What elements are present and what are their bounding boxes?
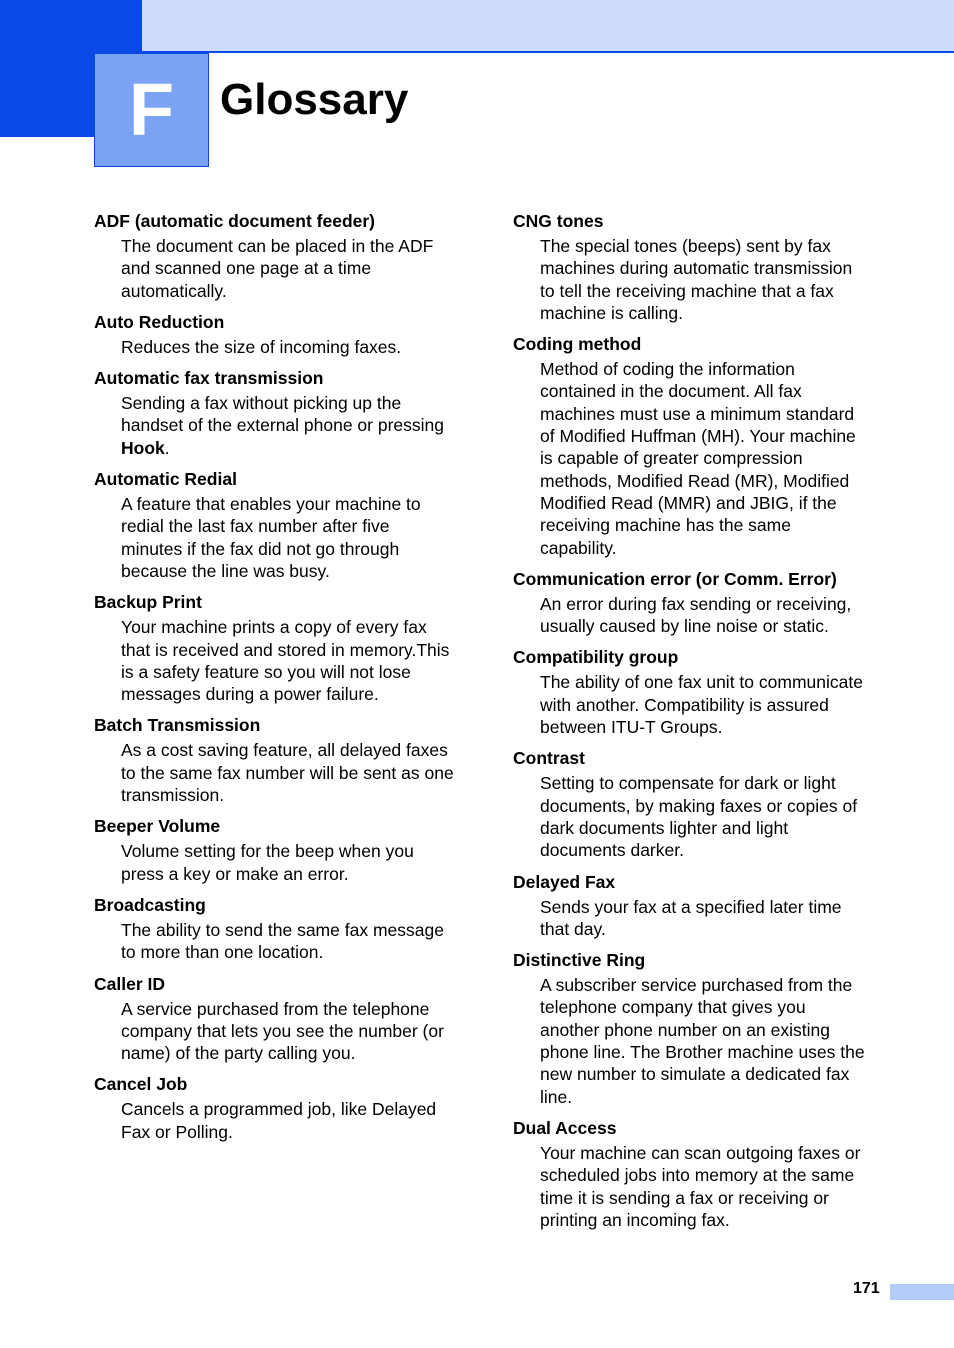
definition-line: Fax or Polling.: [121, 1121, 233, 1142]
glossary-term: Coding method: [513, 334, 642, 355]
glossary-definition: [121, 739, 466, 806]
definition-line: company that lets you see the number (or: [121, 1020, 444, 1041]
definition-line: new number to simulate a dedicated fax: [540, 1064, 850, 1085]
definition-line: is a safety feature so you will not lose: [121, 661, 411, 682]
glossary-entry: [513, 1117, 893, 1231]
definition-line: Your machine can scan outgoing faxes or: [540, 1142, 861, 1163]
glossary-term: Automatic Redial: [94, 469, 237, 490]
definition-line: A service purchased from the telephone: [121, 998, 430, 1019]
definition-line: redial the last fax number after five: [121, 516, 390, 537]
definition-line: An error during fax sending or receiving,: [540, 593, 852, 614]
definition-line: between ITU-T Groups.: [540, 717, 723, 738]
glossary-term: ADF (automatic document feeder): [94, 211, 375, 231]
glossary-definition: [540, 671, 893, 738]
definition-line: Cancels a programmed job, like Delayed: [121, 1099, 437, 1120]
definition-line: automatically.: [121, 280, 227, 301]
key-name: Hook: [121, 437, 165, 458]
definition-line: documents, by making faxes or copies of: [540, 795, 858, 816]
definition-line: another phone number on an existing: [540, 1019, 830, 1040]
definition-line: printing an incoming fax.: [540, 1209, 730, 1230]
glossary-definition: [121, 1098, 466, 1143]
glossary-term: Backup Print: [94, 592, 202, 613]
glossary-entry: [513, 871, 893, 941]
definition-line: machine is calling.: [540, 302, 683, 323]
definition-line: to more than one location.: [121, 942, 324, 963]
definition-line: The document can be placed in the ADF: [121, 236, 434, 256]
glossary-entry: [94, 367, 466, 459]
glossary-column-left: [94, 210, 466, 1152]
glossary-entry: [94, 1073, 466, 1143]
definition-line: capability.: [540, 537, 617, 558]
glossary-definition: [540, 1142, 893, 1231]
page-title: Glossary: [220, 75, 409, 124]
glossary-entry: [513, 210, 893, 324]
definition-line: name) of the party calling you.: [121, 1043, 356, 1064]
definition-line: line.: [540, 1086, 573, 1107]
definition-line: with another. Compatibility is assured: [540, 694, 829, 715]
definition-line: The special tones (beeps) sent by fax: [540, 236, 831, 256]
glossary-entry: [513, 747, 893, 861]
definition-line: Volume setting for the beep when you: [121, 841, 414, 862]
definition-line: usually caused by line noise or static.: [540, 616, 829, 637]
definition-line: Setting to compensate for dark or light: [540, 773, 836, 794]
definition-line: receiving machine has the same: [540, 515, 791, 536]
glossary-definition: [121, 919, 466, 964]
definition-line: press a key or make an error.: [121, 863, 349, 884]
glossary-entry: [513, 646, 893, 738]
page-number: 171: [853, 1280, 880, 1297]
glossary-entry: [94, 468, 466, 582]
definition-line: [121, 437, 466, 459]
glossary-term: Automatic fax transmission: [94, 368, 324, 389]
definition-line: because the line was busy.: [121, 560, 330, 581]
glossary-term: Distinctive Ring: [513, 950, 646, 971]
definition-line: A feature that enables your machine to: [121, 494, 421, 515]
glossary-term: Compatibility group: [513, 647, 679, 668]
definition-line: methods, Modified Read (MR), Modified: [540, 470, 850, 491]
glossary-term: Contrast: [513, 748, 585, 769]
definition-line: to the same fax number will be sent as one: [121, 762, 454, 783]
definition-line: and scanned one page at a time: [121, 258, 372, 279]
glossary-definition: [121, 840, 466, 885]
definition-line: that day.: [540, 918, 606, 939]
footer-accent-bar: [890, 1284, 954, 1300]
glossary-term: Auto Reduction: [94, 311, 225, 332]
definition-line: Reduces the size of incoming faxes.: [121, 336, 402, 357]
definition-line: A subscriber service purchased from the: [540, 975, 853, 996]
definition-line: Modified Read (MMR) and JBIG, if the: [540, 492, 837, 513]
definition-line: machines must use a minimum standard: [540, 403, 855, 424]
glossary-definition: [121, 235, 466, 302]
definition-line: Sending a fax without picking up the: [121, 393, 402, 414]
definition-line: of Modified Huffman (MH). Your machine: [540, 426, 856, 447]
glossary-entry: [94, 973, 466, 1065]
definition-line: phone line. The Brother machine uses the: [540, 1042, 865, 1063]
glossary-definition: [540, 358, 893, 559]
chapter-letter: F: [128, 68, 175, 151]
definition-line: The ability of one fax unit to communicate: [540, 672, 863, 693]
definition-line: contained in the document. All fax: [540, 381, 802, 402]
glossary-definition: [540, 593, 893, 638]
glossary-entry: [94, 311, 466, 358]
glossary-entry: [513, 949, 893, 1108]
definition-line: telephone company that gives you: [540, 997, 806, 1018]
definition-line: documents darker.: [540, 840, 684, 861]
glossary-term: Broadcasting: [94, 894, 206, 915]
glossary-term: Batch Transmission: [94, 715, 261, 736]
glossary-definition: [540, 974, 893, 1108]
definition-line: is capable of greater compression: [540, 448, 803, 469]
glossary-entry: [94, 591, 466, 705]
key-name-suffix: .: [164, 437, 170, 458]
definition-line: handset of the external phone or pressing: [121, 415, 444, 436]
glossary-definition: [121, 493, 466, 582]
glossary-entry: [94, 894, 466, 964]
definition-line: As a cost saving feature, all delayed faxes: [121, 740, 448, 761]
glossary-column-right: [513, 210, 893, 1240]
glossary-term: Communication error (or Comm. Error): [513, 568, 837, 589]
definition-line: Sends your fax at a specified later time: [540, 896, 842, 917]
glossary-term: Beeper Volume: [94, 816, 221, 837]
definition-line: dark documents lighter and light: [540, 817, 789, 838]
definition-line: that is received and stored in memory.This: [121, 639, 450, 660]
glossary-term: Caller ID: [94, 973, 165, 994]
glossary-definition: [121, 392, 466, 459]
glossary-entry: [94, 210, 466, 302]
definition-line: minutes if the fax did not go through: [121, 538, 400, 559]
glossary-definition: [121, 336, 466, 358]
glossary-entry: [94, 815, 466, 885]
glossary-entry: [94, 714, 466, 806]
glossary-definition: [540, 235, 893, 324]
glossary-term: Cancel Job: [94, 1074, 188, 1095]
glossary-term: Delayed Fax: [513, 871, 616, 892]
chapter-letter-box: [94, 53, 209, 167]
glossary-term: Dual Access: [513, 1117, 617, 1138]
glossary-entry: [513, 333, 893, 559]
glossary-term: CNG tones: [513, 211, 604, 231]
top-header-band: [142, 0, 954, 53]
definition-line: to tell the receiving machine that a fax: [540, 280, 834, 301]
glossary-definition: [121, 998, 466, 1065]
definition-line: time it is sending a fax or receiving or: [540, 1187, 829, 1208]
definition-line: Your machine prints a copy of every fax: [121, 617, 427, 638]
glossary-definition: [540, 772, 893, 861]
definition-line: transmission.: [121, 785, 225, 806]
glossary-definition: [121, 616, 466, 705]
glossary-definition: [540, 896, 893, 941]
definition-line: machines during automatic transmission: [540, 258, 853, 279]
definition-line: messages during a power failure.: [121, 684, 379, 705]
glossary-entry: [513, 568, 893, 638]
definition-line: The ability to send the same fax message: [121, 919, 444, 940]
definition-line: Method of coding the information: [540, 359, 795, 380]
definition-line: scheduled jobs into memory at the same: [540, 1165, 855, 1186]
